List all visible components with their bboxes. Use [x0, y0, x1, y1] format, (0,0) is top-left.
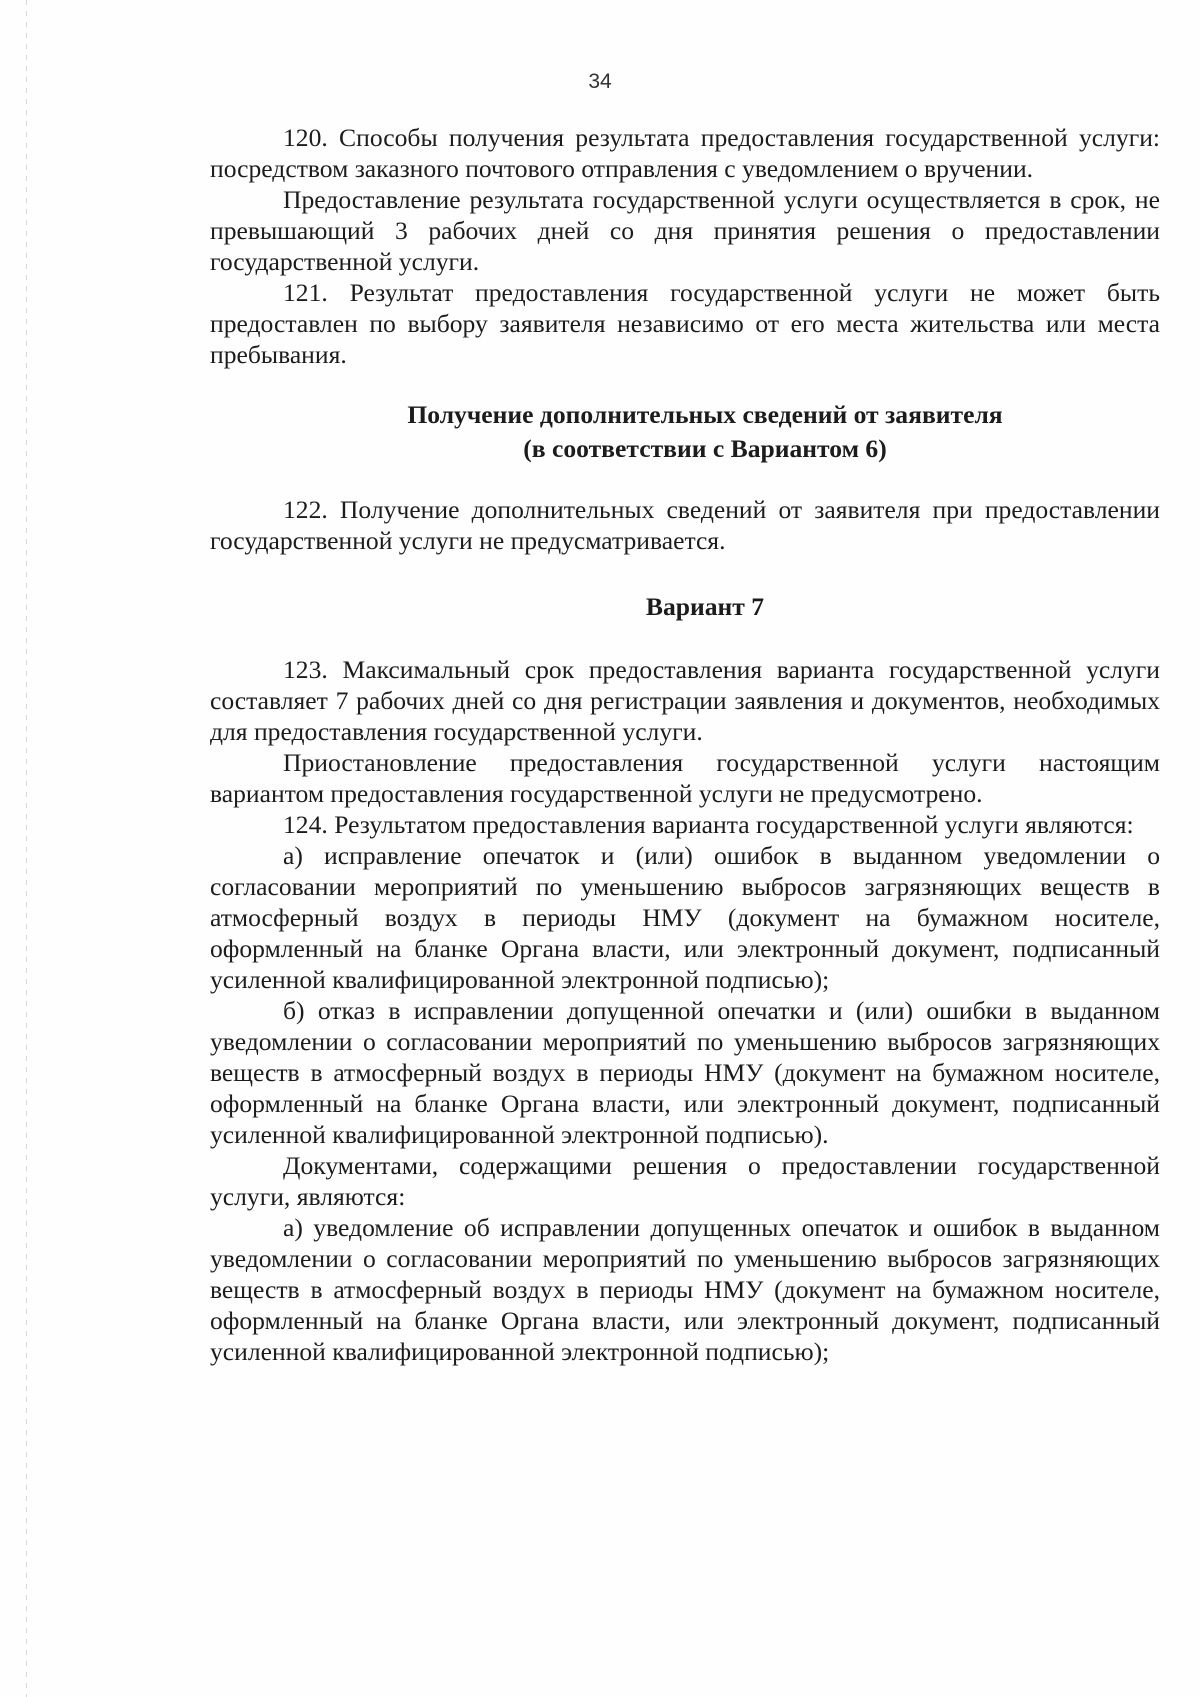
heading-line-2: (в соответствии с Вариантом 6) — [523, 434, 887, 463]
scan-edge-artifact — [26, 0, 27, 1697]
paragraph-124: 124. Результатом предоставления варианта государственной услуги являются: — [283, 810, 1134, 839]
paragraph-120-continued: Предоставление результата государственной услуги осуществляется в срок, не превышающий 3 рабочих дней со дня принятия решения о предоставлении государственной услуги. — [210, 185, 1160, 276]
page-number: 34 — [588, 70, 612, 93]
paragraph-122: 122. Получение дополнительных сведений от заявителя при предоставлении государственной услуги не предусматривается. — [210, 495, 1160, 555]
paragraph-124-item-a: а) исправление опечаток и (или) ошибок в выданном уведомлении о согласовании мероприятий по уменьшению выбросов загрязняющих веществ в атмосферный воздух в периоды НМУ (документ на бумажном носителе, оформленный на бланке Органа власти, или электронный документ, подписанный усиленной квалифицированной электронной подписью); — [210, 841, 1160, 994]
paragraph-124-documents: Документами, содержащими решения о предоставлении государственной услуги, являются: — [210, 1151, 1160, 1211]
paragraph-124-item-b: б) отказ в исправлении допущенной опечатки и (или) ошибки в выданном уведомлении о согласовании мероприятий по уменьшению выбросов загрязняющих веществ в атмосферный воздух в периоды НМУ (документ на бумажном носителе, оформленный на бланке Органа власти, или электронный документ, подписанный усиленной квалифицированной электронной подписью). — [210, 996, 1160, 1149]
heading-variant-label: Вариант 7 — [645, 592, 765, 621]
paragraph-123: 123. Максимальный срок предоставления варианта государственной услуги составляет 7 рабочих дней со дня регистрации заявления и документов, необходимых для предоставления государственной услуги. — [210, 655, 1160, 746]
paragraph-124-documents-item-a: а) уведомление об исправлении допущенных опечаток и ошибок в выданном уведомлении о согласовании мероприятий по уменьшению выбросов загрязняющих веществ в атмосферный воздух в периоды НМУ (документ на бумажном носителе, оформленный на бланке Органа власти, или электронный документ, подписанный усиленной квалифицированной электронной подписью); — [210, 1213, 1160, 1366]
section-heading-additional-info — [210, 398, 1160, 466]
heading-line-1: Получение дополнительных сведений от заявителя — [407, 400, 1003, 429]
section-heading-variant-7 — [210, 590, 1160, 624]
paragraph-120: 120. Способы получения результата предоставления государственной услуги: посредством заказного почтового отправления с уведомлением о вручении. — [210, 123, 1160, 183]
paragraph-121: 121. Результат предоставления государственной услуги не может быть предоставлен по выбору заявителя независимо от его места жительства или места пребывания. — [210, 278, 1160, 369]
document-body — [210, 122, 1160, 1367]
paragraph-123-continued: Приостановление предоставления государственной услуги настоящим вариантом предоставления государственной услуги не предусмотрено. — [210, 748, 1160, 808]
